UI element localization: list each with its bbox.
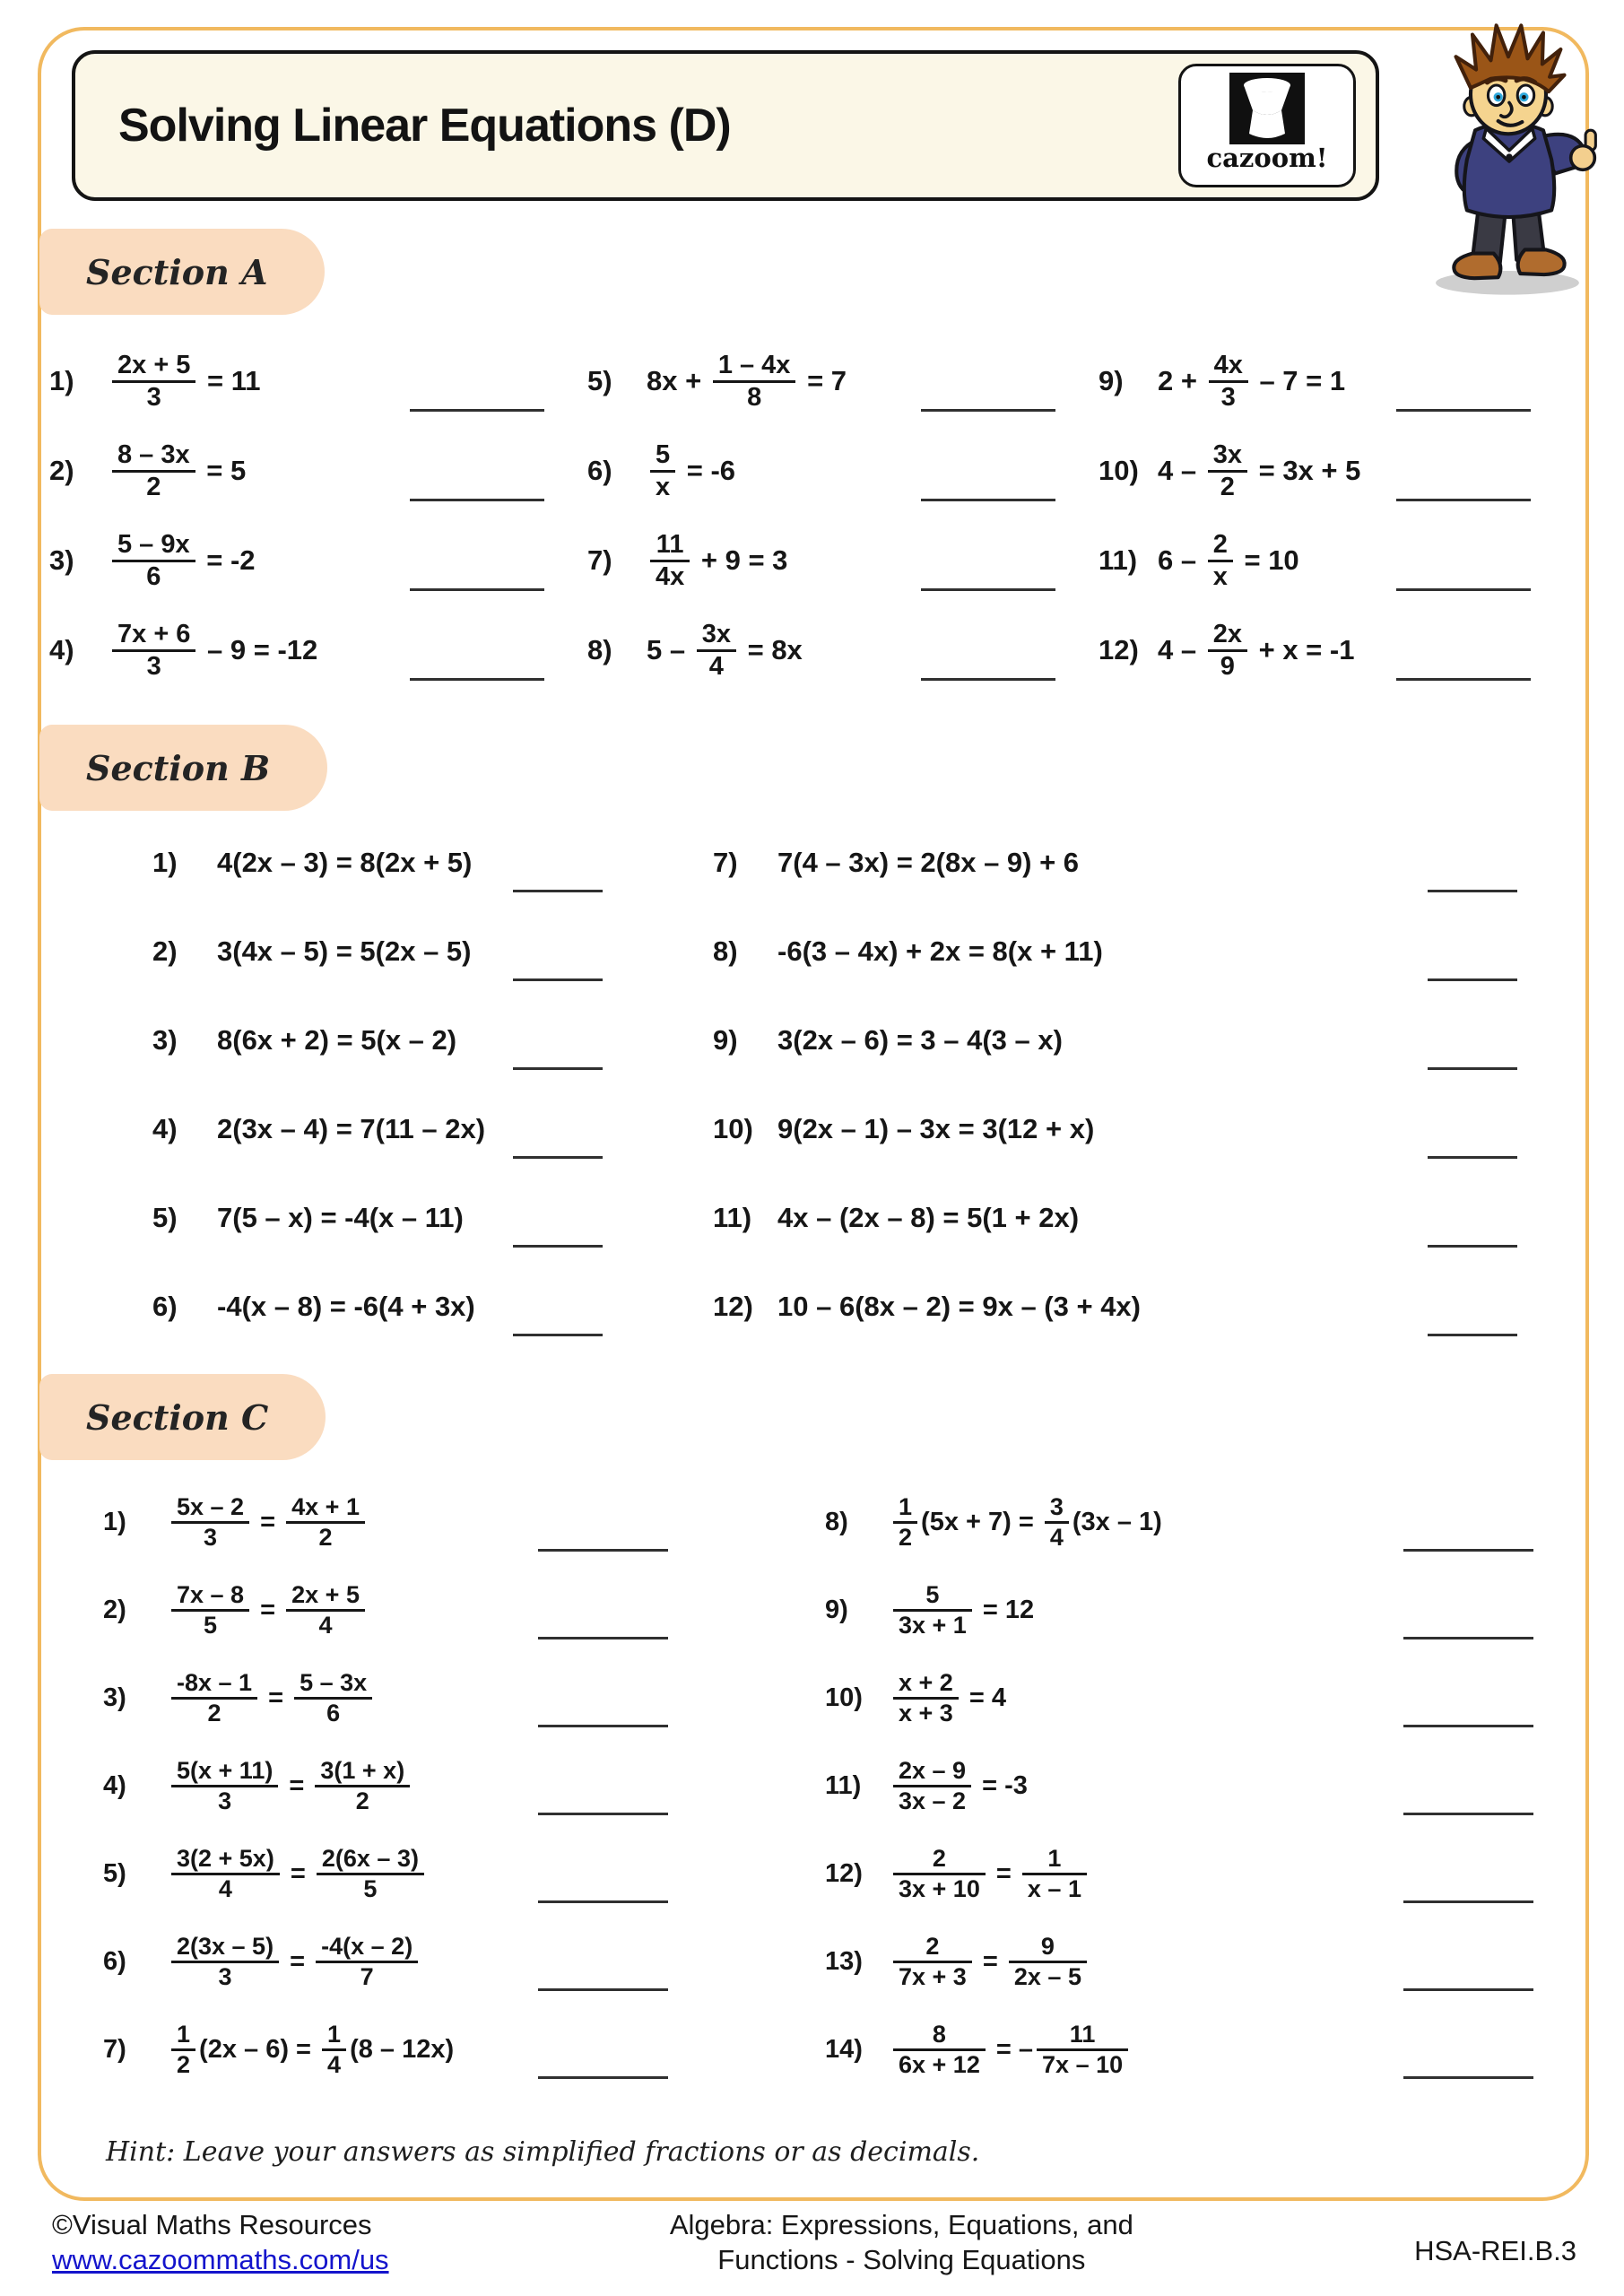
question-number: 4) [152, 1112, 178, 1144]
equation-text: + x = -1 [1250, 634, 1355, 665]
equation-text: 10 – 6(8x – 2) = 9x – (3 + 4x) [777, 1290, 1141, 1322]
section-a-header [39, 229, 325, 315]
question-row [152, 1262, 637, 1351]
equation [647, 620, 803, 681]
equation [1158, 351, 1345, 412]
question-row [713, 1262, 1551, 1351]
question-row [103, 1478, 695, 1566]
fraction: $\frac{11}{7x - 10}$ [1037, 2021, 1128, 2077]
fraction: $\frac{5 - 9x}{6}$ [112, 530, 195, 591]
equation-text: 7(5 – x) = -4(x – 11) [217, 1201, 464, 1233]
equation [109, 351, 261, 412]
question-number: 6) [152, 1290, 178, 1322]
fraction: $\frac{x + 2}{x + 3}$ [893, 1669, 959, 1726]
answer-blank [410, 408, 544, 412]
question-number: 12) [825, 1858, 863, 1888]
equation [890, 1757, 1028, 1813]
equation-text: = 4 [961, 1683, 1006, 1712]
question-number: 12) [1099, 634, 1139, 665]
question-row [825, 1918, 1560, 2005]
copyright-text: ©Visual Maths Resources [52, 2209, 372, 2240]
answer-blank [538, 1724, 668, 1727]
answer-blank [1403, 1724, 1533, 1727]
fraction: $\frac{5}{x}$ [650, 440, 675, 501]
question-row [587, 605, 1099, 695]
fraction: $\frac{1 - 4x}{8}$ [713, 351, 796, 412]
equation-text: -6(3 – 4x) + 2x = 8(x + 11) [777, 935, 1103, 967]
fraction: $\frac{4x + 1}{2}$ [286, 1493, 365, 1550]
equation-text: 2 + [1158, 365, 1205, 396]
question-row [152, 818, 637, 907]
equation-text: 3(2x – 6) = 3 – 4(3 – x) [777, 1023, 1063, 1056]
question-row [103, 1566, 695, 1654]
answer-blank [1403, 1812, 1533, 1815]
fraction: $\frac{2x + 5}{4}$ [286, 1581, 365, 1638]
equation [777, 1113, 1094, 1145]
equation [109, 620, 317, 681]
equation [109, 440, 246, 501]
question-number: 14) [825, 2034, 863, 2064]
question-row [152, 1173, 637, 1262]
section-b-label: Section B [86, 747, 271, 788]
equation [777, 847, 1079, 879]
answer-blank [538, 1636, 668, 1639]
fraction: $\frac{5(x + 11)}{3}$ [171, 1757, 278, 1813]
page-title: Solving Linear Equations (D) [118, 100, 731, 152]
question-row [1099, 426, 1574, 516]
equation [217, 935, 471, 968]
question-number: 2) [103, 1595, 126, 1624]
answer-blank [513, 1333, 603, 1336]
equation-text: = -2 [198, 544, 256, 576]
answer-blank [921, 408, 1055, 412]
answer-blank [1428, 1333, 1517, 1336]
equation [1158, 620, 1354, 681]
fraction: $\frac{7x - 8}{5}$ [171, 1581, 249, 1638]
question-row [152, 1084, 637, 1173]
section-c-questions [103, 1478, 1560, 2093]
answer-blank [1428, 1155, 1517, 1159]
question-row [49, 426, 587, 516]
equation [890, 2021, 1132, 2077]
question-number: 10) [713, 1112, 753, 1144]
question-number: 5) [103, 1858, 126, 1888]
answer-blank [513, 1066, 603, 1070]
fraction: $\frac{8}{6x + 12}$ [893, 2021, 986, 2077]
fraction: $\frac{3(2 + 5x)}{4}$ [171, 1845, 280, 1901]
equation-text: (5x + 7) = [921, 1507, 1041, 1536]
question-row [825, 1654, 1560, 1742]
question-row [103, 1654, 695, 1742]
equation-text: 4(2x – 3) = 8(2x + 5) [217, 846, 473, 878]
equation-text: = [988, 1858, 1019, 1888]
answer-blank [538, 1812, 668, 1815]
answer-blank [1428, 978, 1517, 981]
question-number: 5) [587, 365, 612, 396]
fraction: $\frac{2}{7x + 3}$ [893, 1933, 972, 1989]
equation-text: = 10 [1236, 544, 1299, 576]
question-number: 4) [49, 634, 74, 665]
question-number: 9) [1099, 365, 1124, 396]
question-row [587, 516, 1099, 605]
answer-blank [410, 677, 544, 681]
answer-blank [1403, 1900, 1533, 1903]
fraction: $\frac{1}{2}$ [171, 2021, 195, 2077]
question-row [103, 1918, 695, 2005]
fraction: $\frac{2x + 5}{3}$ [112, 351, 195, 412]
equation [647, 440, 735, 501]
question-row [825, 1742, 1560, 1830]
answer-blank [1403, 1987, 1533, 1991]
equation-text: = [975, 1946, 1005, 1976]
equation-text: = [282, 1858, 313, 1888]
equation-text: = [253, 1595, 283, 1624]
equation-text: -4(x – 8) = -6(4 + 3x) [217, 1290, 475, 1322]
answer-blank [921, 587, 1055, 591]
equation [168, 1845, 428, 1901]
answer-blank [1396, 677, 1531, 681]
equation-text: – 7 = 1 [1251, 365, 1346, 396]
equation-text: = [253, 1507, 283, 1536]
equation [168, 1757, 413, 1813]
question-number: 1) [103, 1507, 126, 1536]
question-row [103, 1830, 695, 1918]
answer-blank [1396, 408, 1531, 412]
topic-line-1: Algebra: Expressions, Equations, and [669, 2209, 1133, 2240]
equation [168, 1669, 376, 1726]
question-number: 2) [49, 455, 74, 486]
hint-text: Hint: Leave your answers as simplified fractions or as decimals. [106, 2136, 980, 2168]
fraction: $\frac{2}{x}$ [1208, 530, 1233, 591]
equation [777, 935, 1103, 968]
equation-text: 5 – [647, 634, 693, 665]
answer-blank [538, 2075, 668, 2079]
fraction: $\frac{1}{2}$ [893, 1493, 917, 1550]
equation [168, 2021, 454, 2077]
equation [1158, 530, 1299, 591]
question-row [1099, 605, 1574, 695]
question-row [152, 996, 637, 1084]
section-a-label: Section A [86, 251, 268, 292]
answer-blank [921, 498, 1055, 501]
equation [890, 1669, 1006, 1726]
equation-text: 4 – [1158, 634, 1204, 665]
answer-blank [513, 1155, 603, 1159]
section-b-header [39, 725, 327, 811]
equation-text: = -3 [975, 1770, 1028, 1800]
fraction: $\frac{-8x - 1}{2}$ [171, 1669, 257, 1726]
answer-blank [538, 1900, 668, 1903]
question-number: 7) [103, 2034, 126, 2064]
answer-blank [1428, 1244, 1517, 1248]
question-row [713, 1173, 1551, 1262]
equation-text: 8x + [647, 365, 709, 396]
question-row [587, 426, 1099, 516]
question-number: 10) [825, 1683, 863, 1712]
equation [168, 1933, 421, 1989]
page-footer [52, 2208, 1576, 2278]
title-bar [72, 50, 1379, 201]
fraction: $\frac{5x - 2}{3}$ [171, 1493, 249, 1550]
equation-text: = [282, 1946, 313, 1976]
equation [777, 1024, 1063, 1057]
answer-blank [538, 1548, 668, 1552]
equation-text: 4x – (2x – 8) = 5(1 + 2x) [777, 1201, 1080, 1233]
website-link[interactable]: www.cazoommaths.com/us [52, 2243, 389, 2275]
equation-text: = [261, 1683, 291, 1712]
equation [217, 1291, 475, 1323]
equation-text: 7(4 – 3x) = 2(8x – 9) + 6 [777, 846, 1080, 878]
question-row [713, 1084, 1551, 1173]
fraction: $\frac{3}{4}$ [1045, 1493, 1069, 1550]
question-row [103, 2005, 695, 2093]
fraction: $\frac{1}{x - 1}$ [1022, 1845, 1087, 1901]
question-number: 9) [713, 1023, 738, 1056]
equation [777, 1202, 1079, 1234]
equation [168, 1493, 369, 1550]
answer-blank [1403, 1548, 1533, 1552]
question-number: 8) [713, 935, 738, 967]
fraction: $\frac{1}{4}$ [322, 2021, 346, 2077]
question-row [587, 336, 1099, 426]
question-number: 8) [825, 1507, 848, 1536]
question-number: 2) [152, 935, 178, 967]
question-row [825, 1478, 1560, 1566]
question-number: 11) [825, 1770, 862, 1800]
question-number: 7) [713, 846, 738, 878]
answer-blank [410, 587, 544, 591]
question-number: 12) [713, 1290, 753, 1322]
question-row [49, 336, 587, 426]
question-number: 8) [587, 634, 612, 665]
equation-text: = 12 [975, 1595, 1035, 1624]
question-row [825, 1566, 1560, 1654]
djembe-drum-icon [1228, 73, 1307, 144]
fraction: $\frac{2(3x - 5)}{3}$ [171, 1933, 279, 1989]
question-number: 1) [152, 846, 178, 878]
question-row [1099, 336, 1574, 426]
equation [777, 1291, 1141, 1323]
equation [109, 530, 256, 591]
answer-blank [921, 677, 1055, 681]
equation [217, 1113, 485, 1145]
equation-text: 9(2x – 1) – 3x = 3(12 + x) [777, 1112, 1095, 1144]
section-a-questions [49, 336, 1574, 695]
equation [890, 1845, 1090, 1901]
topic-line-2: Functions - Solving Equations [717, 2243, 1086, 2275]
fraction: $\frac{4x}{3}$ [1209, 351, 1248, 412]
question-row [103, 1742, 695, 1830]
equation-text: (2x – 6) = [199, 2034, 319, 2064]
equation [217, 847, 472, 879]
equation [1158, 440, 1360, 501]
question-number: 4) [103, 1770, 126, 1800]
question-row [49, 516, 587, 605]
question-number: 3) [103, 1683, 126, 1712]
equation-text: = 8x [739, 634, 803, 665]
equation-text: (8 – 12x) [350, 2034, 455, 2064]
question-number: 10) [1099, 455, 1139, 486]
footer-left [52, 2208, 389, 2278]
standard-code: HSA-REI.B.3 [1414, 2235, 1576, 2266]
section-c-header [39, 1374, 326, 1460]
question-number: 11) [713, 1201, 752, 1233]
question-row [825, 2005, 1560, 2093]
equation-text: 6 – [1158, 544, 1204, 576]
question-number: 3) [49, 544, 74, 576]
question-number: 3) [152, 1023, 178, 1056]
answer-blank [513, 978, 603, 981]
equation-text: 4 – [1158, 455, 1204, 486]
fraction: $\frac{7x + 6}{3}$ [112, 620, 195, 681]
fraction: $\frac{2(6x - 3)}{5}$ [317, 1845, 424, 1901]
fraction: $\frac{-4(x - 2)}{7}$ [316, 1933, 418, 1989]
section-c-label: Section C [86, 1396, 269, 1438]
fraction: $\frac{3x}{2}$ [1208, 440, 1247, 501]
question-number: 13) [825, 1946, 863, 1976]
answer-blank [1428, 889, 1517, 892]
question-number: 5) [152, 1201, 178, 1233]
equation-text: 2(3x – 4) = 7(11 – 2x) [217, 1112, 486, 1144]
equation-text: = 7 [799, 365, 847, 396]
answer-blank [513, 889, 603, 892]
fraction: $\frac{2x - 9}{3x - 2}$ [893, 1757, 971, 1813]
fraction: $\frac{9}{2x - 5}$ [1009, 1933, 1087, 1989]
logo-wordmark: cazoom! [1206, 143, 1328, 173]
equation-text: = -6 [679, 455, 736, 486]
question-row [713, 907, 1551, 996]
fraction: $\frac{3(1 + x)}{2}$ [315, 1757, 410, 1813]
question-row [49, 605, 587, 695]
equation [217, 1024, 456, 1057]
equation [647, 351, 847, 412]
question-number: 7) [587, 544, 612, 576]
equation [217, 1202, 464, 1234]
equation [890, 1933, 1090, 1989]
answer-blank [1396, 498, 1531, 501]
answer-blank [1403, 1636, 1533, 1639]
fraction: $\frac{5}{3x + 1}$ [893, 1581, 972, 1638]
equation-text: – 9 = -12 [199, 634, 318, 665]
question-number: 6) [587, 455, 612, 486]
question-row [152, 907, 637, 996]
equation [890, 1581, 1034, 1638]
equation-text: = 3x + 5 [1250, 455, 1361, 486]
question-number: 11) [1099, 544, 1138, 576]
equation-text: = [282, 1770, 312, 1800]
equation-text: = 11 [199, 365, 261, 396]
fraction: $\frac{11}{4x}$ [650, 530, 690, 591]
equation [647, 530, 787, 591]
equation-text: 8(6x + 2) = 5(x – 2) [217, 1023, 457, 1056]
fraction: $\frac{3x}{4}$ [697, 620, 736, 681]
equation-text: (3x – 1) [1072, 1507, 1162, 1536]
thumbs-up-boy-illustration [1399, 22, 1620, 298]
equation-text: + 9 = 3 [693, 544, 788, 576]
question-row [713, 818, 1551, 907]
answer-blank [410, 498, 544, 501]
question-row [1099, 516, 1574, 605]
section-b-questions [152, 818, 1551, 1351]
fraction: $\frac{5 - 3x}{6}$ [294, 1669, 372, 1726]
equation-text: = 5 [198, 455, 247, 486]
question-row [825, 1830, 1560, 1918]
question-number: 1) [49, 365, 74, 396]
question-row [713, 996, 1551, 1084]
footer-topic [670, 2208, 1133, 2278]
equation-text: = – [988, 2034, 1034, 2064]
fraction: $\frac{2}{3x + 10}$ [893, 1845, 986, 1901]
fraction: $\frac{8 - 3x}{2}$ [112, 440, 195, 501]
answer-blank [513, 1244, 603, 1248]
equation [168, 1581, 369, 1638]
answer-blank [538, 1987, 668, 1991]
equation [890, 1493, 1162, 1550]
fraction: $\frac{2x}{9}$ [1208, 620, 1247, 681]
answer-blank [1428, 1066, 1517, 1070]
cazoom-logo [1178, 64, 1356, 187]
question-number: 6) [103, 1946, 126, 1976]
answer-blank [1396, 587, 1531, 591]
answer-blank [1403, 2075, 1533, 2079]
question-number: 9) [825, 1595, 848, 1624]
equation-text: 3(4x – 5) = 5(2x – 5) [217, 935, 472, 967]
